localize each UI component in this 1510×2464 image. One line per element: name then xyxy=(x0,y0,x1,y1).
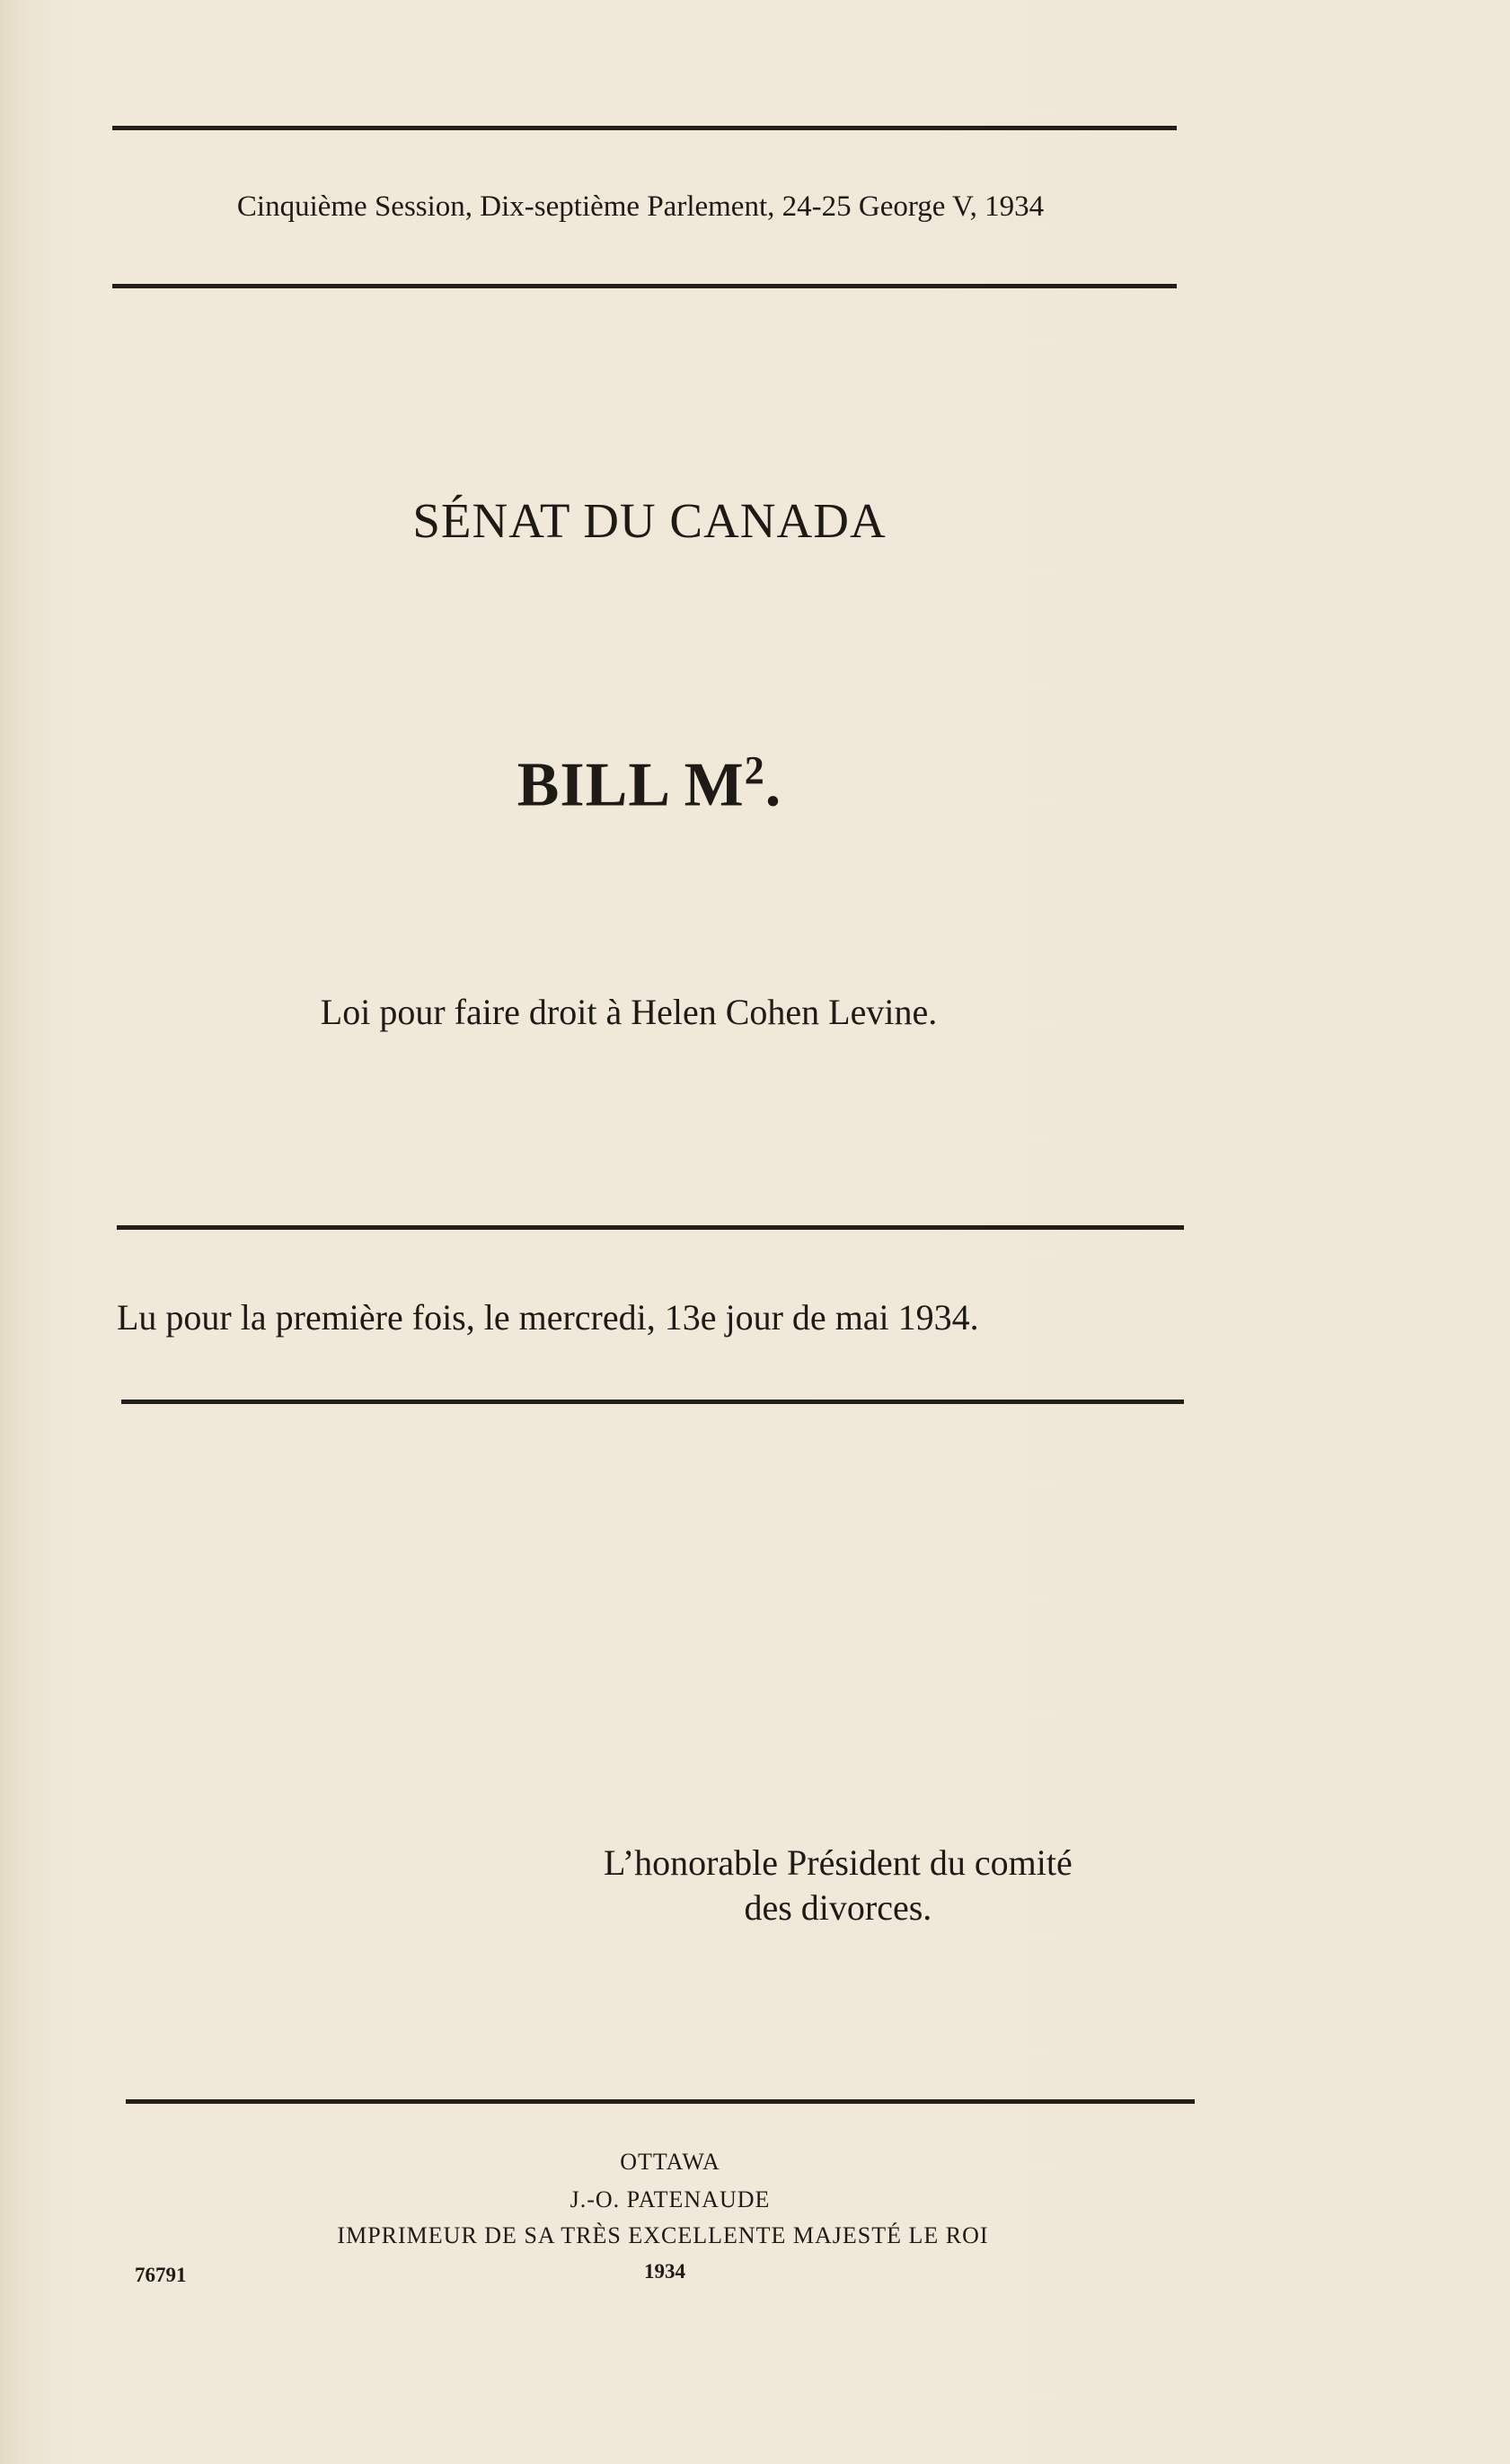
imprint-year: 1934 xyxy=(644,2260,685,2283)
bill-title: Loi pour faire droit à Helen Cohen Levine. xyxy=(320,992,938,1032)
header-bottom-rule xyxy=(112,284,1177,288)
reading-top-rule xyxy=(117,1225,1184,1230)
chamber-title: SÉNAT DU CANADA xyxy=(412,493,887,548)
bill-suffix: . xyxy=(764,750,782,820)
bill-prefix: BILL M xyxy=(517,750,745,820)
imprint-printer-name: J.-O. PATENAUDE xyxy=(570,2186,771,2212)
imprint-printer-title: IMPRIMEUR DE SA TRÈS EXCELLENTE MAJESTÉ LE ROI xyxy=(337,2222,989,2248)
sponsor-line-2: des divorces. xyxy=(744,1887,932,1928)
sponsor-block xyxy=(604,1841,1073,1930)
top-rule xyxy=(112,126,1177,130)
imprint-rule xyxy=(126,2099,1195,2104)
imprint-place: OTTAWA xyxy=(620,2149,720,2175)
bill-superscript: 2 xyxy=(744,748,765,792)
reading-bottom-rule xyxy=(121,1400,1184,1404)
first-reading-line: Lu pour la première fois, le mercredi, 13e jour de mai 1934. xyxy=(117,1297,979,1338)
print-number: 76791 xyxy=(135,2264,187,2286)
bill-number xyxy=(517,747,782,821)
session-line: Cinquième Session, Dix-septième Parlement, 24-25 George V, 1934 xyxy=(236,190,1045,223)
sponsor-line-1: L’honorable Président du comité xyxy=(604,1842,1073,1883)
